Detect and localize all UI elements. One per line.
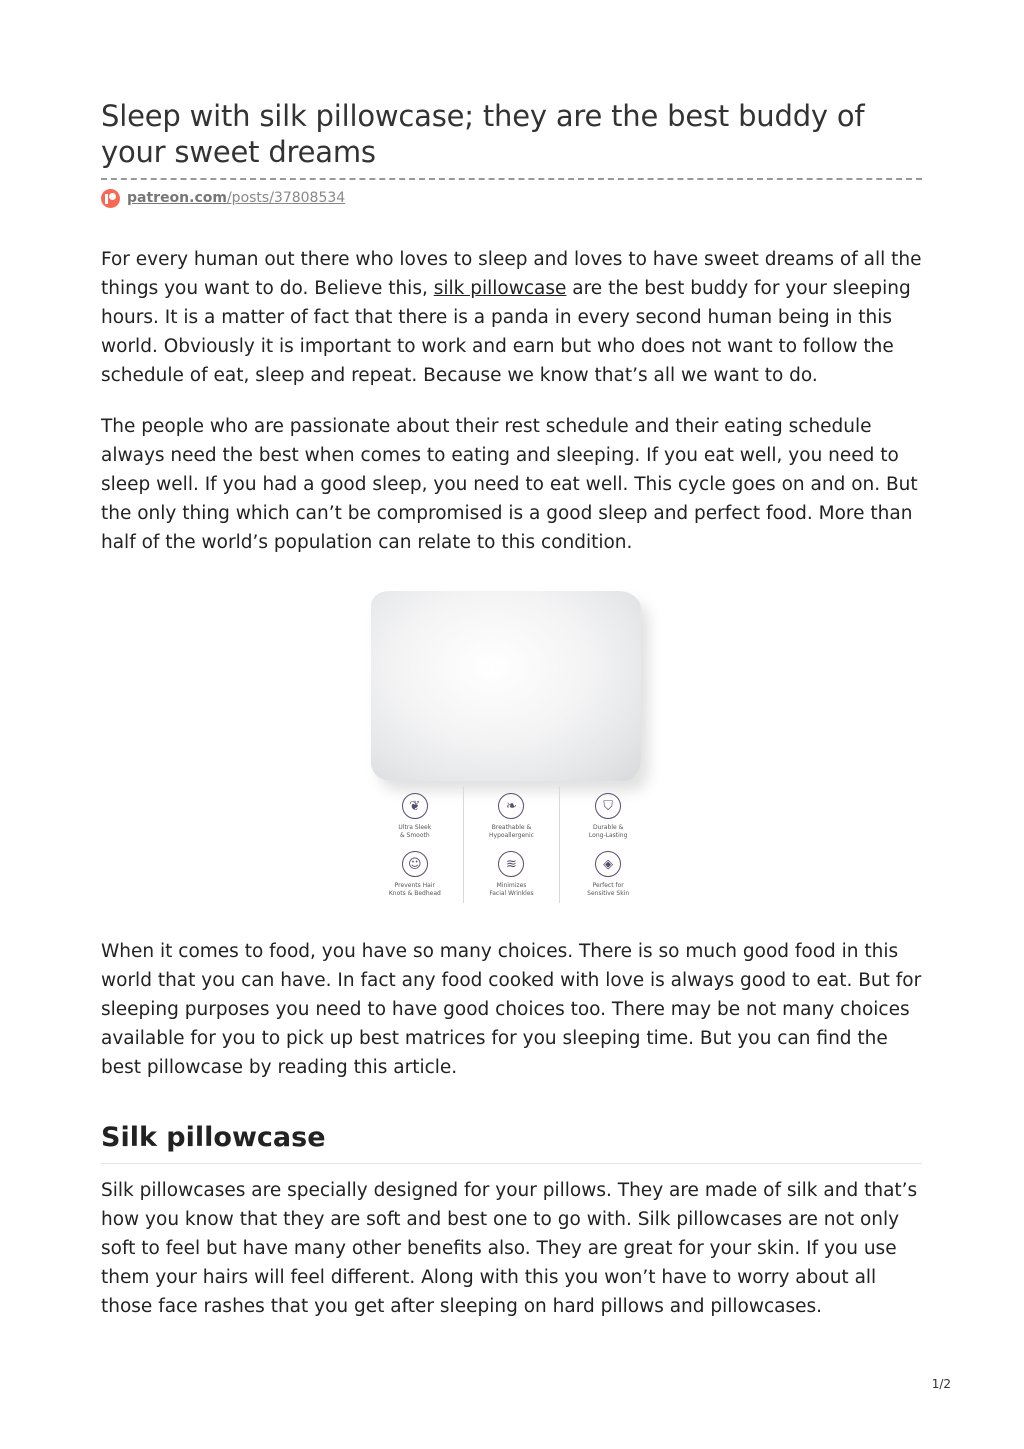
feature-item [560,845,657,903]
source-domain[interactable]: patreon.com [127,190,227,206]
feature-label: Ultra Sleek & Smooth [398,824,432,839]
pillowcase-product-image [367,591,657,905]
source-link[interactable] [101,188,922,208]
section-divider [101,1163,922,1164]
feature-icon-grid [367,787,657,903]
leaf-icon: ❧ [498,793,524,819]
paragraph-intro: For every human out there who loves to sleep and loves to have sweet dreams of all the things you want to do. Believe this, silk pillowcase are the best buddy for your sleeping hours. It is a matter of fact that there is a panda in every second human being in this world. Obviously it is important to work and earn but who does not want to follow the schedule of eat, sleep and repeat. Because we know that’s all we want to do. [101,249,922,386]
feature-item [560,787,657,845]
feather-icon: ❦ [402,793,428,819]
paragraph-rest-schedule: The people who are passionate about their rest schedule and their eating schedule always need the best when comes to eating and sleeping. If you eat well, you need to sleep well. If you had a good sleep, you need to eat well. This cycle goes on and on. But the only thing which can’t be compromised is a good sleep and perfect food. More than half of the world’s population can relate to this condition. [101,416,918,553]
source-path[interactable]: /posts/37808534 [226,190,346,206]
page-number: 1/2 [931,1377,951,1391]
section-heading: Silk pillowcase [101,1122,326,1153]
waves-icon: ≋ [498,851,524,877]
title-divider [101,178,922,180]
silk-pillowcase-link[interactable]: silk pillowcase [433,278,567,299]
page-title: Sleep with silk pillowcase; they are the best buddy of your sweet dreams [101,99,865,169]
feature-item [367,845,464,903]
hair-icon: ☺ [402,851,428,877]
feature-label: Breathable & Hypoallergenic [489,824,534,839]
paragraph-food-choices: When it comes to food, you have so many choices. There is so much good food in this world that you can have. In fact any food cooked with love is always good to eat. But for sleeping purposes you need to have good choices too. There may be not many choices available for you to pick up best matrices for you sleeping time. But you can find the best pillowcase by reading this article. [101,941,922,1078]
feature-label: Durable & Long-Lasting [588,824,628,839]
patreon-logo-icon [101,189,120,208]
feature-label: Perfect for Sensitive Skin [587,882,630,897]
feature-label: Prevents Hair Knots & Bedhead [388,882,441,897]
drop-icon: ◈ [595,851,621,877]
silk-pillow-illustration [371,591,641,781]
shield-icon: ⛉ [595,793,621,819]
feature-item [367,787,464,845]
article [101,98,922,1321]
feature-item [463,845,560,903]
feature-label: Minimizes Facial Wrinkles [489,882,534,897]
feature-item [463,787,560,845]
paragraph-silk-benefits: Silk pillowcases are specially designed for your pillows. They are made of silk and that’s how you know that they are soft and best one to go with. Silk pillowcases are not only soft to feel but have many other benefits also. They are great for your skin. If you use them your hairs will feel different. Along with this you won’t have to worry about all those face rashes that you get after sleeping on hard pillows and pillowcases. [101,1180,918,1317]
